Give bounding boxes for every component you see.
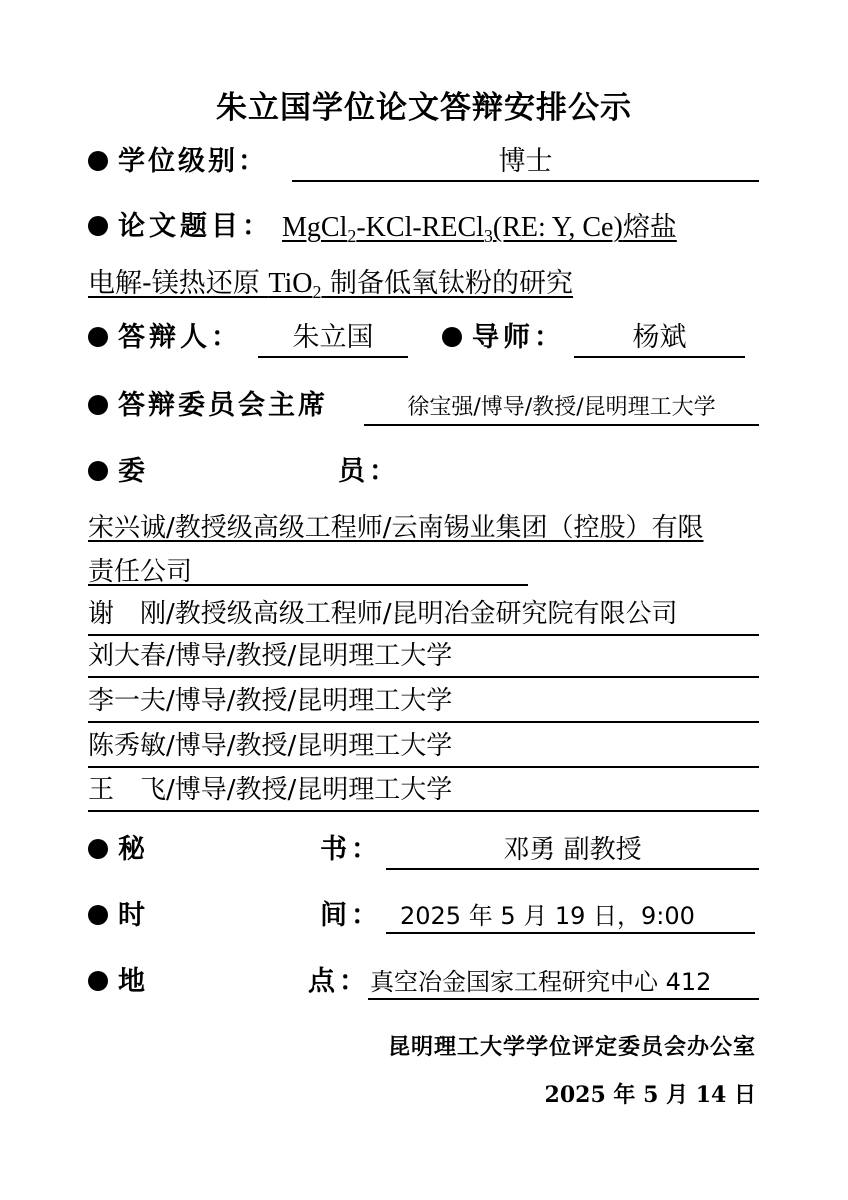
- time-value: 2025 年 5 月 19 日，9:00: [386, 896, 755, 934]
- degree-value: 博士: [292, 142, 759, 182]
- chair-label: 答辩委员会主席: [118, 390, 328, 421]
- location-row: [88, 962, 759, 1002]
- thesis-line2b: TiO: [268, 268, 313, 299]
- bullet-icon: [88, 971, 108, 991]
- thesis-sub1: 2: [347, 226, 357, 246]
- thesis-title-line2: [88, 263, 573, 312]
- location-label-a: 地: [118, 966, 145, 997]
- committee-member-3: 刘大春/博导/教授/昆明理工大学: [88, 636, 759, 678]
- bullet-icon: [442, 327, 462, 347]
- thesis-part2: -KCl-RECl: [356, 212, 484, 243]
- time-label-a: 时: [118, 900, 145, 931]
- secretary-label-a: 秘: [118, 834, 145, 865]
- committee-label-a: 委: [118, 456, 145, 487]
- bullet-icon: [88, 216, 108, 236]
- time-label-b: 间：: [320, 900, 382, 931]
- thesis-part1: MgCl: [282, 212, 348, 243]
- location-value: 真空冶金国家工程研究中心 412: [368, 962, 759, 1000]
- committee-member-4: 李一夫/博导/教授/昆明理工大学: [88, 681, 759, 723]
- thesis-label: 论文题目：: [118, 211, 273, 242]
- thesis-line2a: 电解-镁热还原: [88, 268, 269, 299]
- defender-row: [88, 318, 759, 358]
- defender-label: 答辩人：: [118, 322, 242, 353]
- location-label-b: 点：: [308, 966, 370, 997]
- thesis-part3: (RE: Y, Ce): [492, 212, 623, 243]
- bullet-icon: [88, 461, 108, 481]
- committee-member-2: 谢 刚/教授级高级工程师/昆明冶金研究院有限公司: [88, 594, 759, 636]
- secretary-value: 邓勇 副教授: [386, 830, 759, 870]
- bullet-icon: [88, 905, 108, 925]
- page-title: 朱立国学位论文答辩安排公示: [216, 90, 632, 126]
- chair-value: 徐宝强/博导/教授/昆明理工大学: [364, 386, 759, 426]
- bullet-icon: [88, 395, 108, 415]
- advisor-label: 导师：: [472, 322, 565, 353]
- thesis-sub3: 2: [312, 282, 322, 302]
- defender-value: 朱立国: [258, 318, 408, 358]
- committee-member-1-cont: 责任公司: [88, 552, 528, 586]
- bullet-icon: [88, 151, 108, 171]
- thesis-title-line1: [282, 207, 677, 256]
- thesis-row: [88, 207, 759, 247]
- degree-row: [88, 142, 759, 182]
- advisor-value: 杨斌: [574, 318, 745, 358]
- chair-row: [88, 386, 759, 426]
- footer-date: 2025 年 5 月 14 日: [544, 1082, 756, 1108]
- committee-member-1: 宋兴诚/教授级高级工程师/云南锡业集团（控股）有限: [88, 513, 704, 543]
- thesis-sub2: 3: [483, 226, 493, 246]
- committee-label-b: 员：: [338, 456, 400, 487]
- committee-row: [88, 452, 759, 492]
- degree-label: 学位级别：: [118, 146, 268, 177]
- secretary-row: [88, 830, 759, 870]
- thesis-part4: 熔盐: [622, 212, 677, 243]
- footer-office: 昆明理工大学学位评定委员会办公室: [387, 1034, 756, 1060]
- bullet-icon: [88, 327, 108, 347]
- secretary-label-b: 书：: [320, 834, 382, 865]
- committee-member-6: 王 飞/博导/教授/昆明理工大学: [88, 770, 759, 812]
- bullet-icon: [88, 839, 108, 859]
- committee-member-5: 陈秀敏/博导/教授/昆明理工大学: [88, 726, 759, 768]
- thesis-line2c: 制备低氧钛粉的研究: [321, 268, 574, 299]
- time-row: [88, 896, 759, 936]
